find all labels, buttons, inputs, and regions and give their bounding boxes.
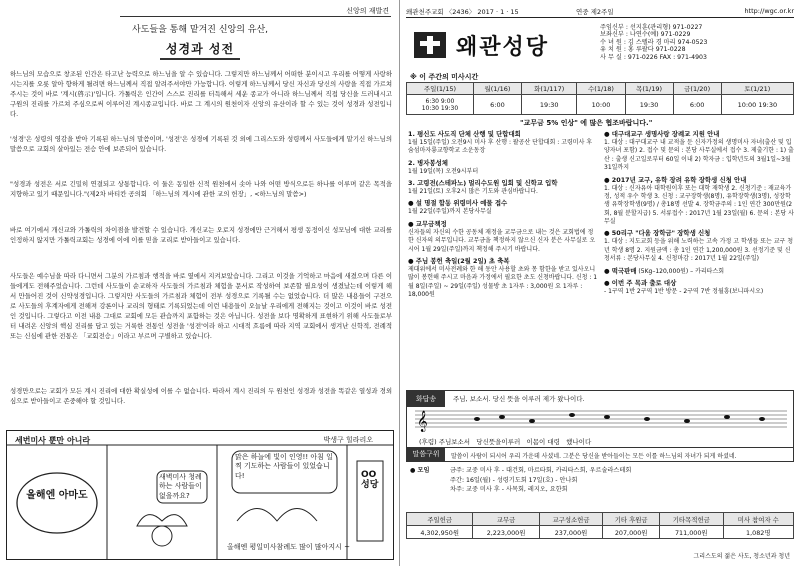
hymn-label: 화답송 <box>407 391 445 407</box>
music-staff <box>407 407 793 437</box>
acclamation-label: 말씀구위 <box>407 448 445 461</box>
notice-text: 1. 대상 : 대구대교구 내 교적을 둔 신자가정의 생명미사 자녀(출산 및 입양자녀 포함) 2. 접수 및 문의 : 본당 사무실에서 접수 3. 제출기한 : 1) 출산 : 출생 신고일로부터 60일 이내 2) 학자금 : 입학년도의 3월1일~3월 31일까지 <box>604 138 794 172</box>
contact-list <box>600 24 707 61</box>
mass-time: 19:30 <box>625 95 673 115</box>
contact-line: 사 무 실 : 971-0226 FAX : 971-4903 <box>600 53 707 61</box>
article-header <box>60 22 340 60</box>
mass-time: 19:30 <box>521 95 576 115</box>
bulletin-header <box>406 6 794 18</box>
issue-info: 왜관천주교회 〈2436〉 2017 · 1 · 15 <box>406 8 519 16</box>
mass-day: 월(1/16) <box>473 83 521 95</box>
cartoon-speech: 맑은 하늘에 빛이 인영!! 아침 일찍 기도하는 사람들이 있었습니다! <box>235 453 333 480</box>
notice-title: ● 설 명절 합동 위령미사 예물 접수 <box>408 199 508 208</box>
finance-value: 1,082명 <box>723 526 793 539</box>
finance-value: 207,000원 <box>603 526 660 539</box>
meetings-label: ● 모임 <box>410 467 430 474</box>
article-title: 성경과 성전 <box>160 40 240 60</box>
cartoon-author: 박생구 힐라리오 <box>323 436 373 444</box>
notice-text: 신자들의 자신의 수한 공동체 재정을 교무금으로 내는 것은 교회법에 정한 신자의 의무입니다. 교무금을 책정하지 않으신 신자 분은 사무실로 오시어 1월 29일(주일)까지 책정해 주시기 바랍니다. <box>408 228 596 253</box>
mass-time: 6:00 <box>673 95 721 115</box>
finance-header: 기타 후원금 <box>603 513 660 526</box>
website-link[interactable]: http://wgc.or.kr <box>744 7 794 15</box>
notices-right-column <box>604 130 794 299</box>
hymn-line: 주님, 보소서. 당신 뜻을 이루러 제가 왔나이다. <box>453 395 585 403</box>
mass-day: 화(1/117) <box>521 83 576 95</box>
finance-header: 교구성소헌금 <box>539 513 603 526</box>
sunday-label: 연중 제2주일 <box>576 8 614 16</box>
cartoon-speech-large: 올해엔 아마도 <box>26 490 88 501</box>
meetings <box>410 466 631 494</box>
mass-time: 6:30 9:00 10:30 19:30 <box>407 95 474 115</box>
finance-header: 주일헌금 <box>407 513 473 526</box>
finance-value: 237,000원 <box>539 526 603 539</box>
finance-header: 미사 참여자 수 <box>723 513 793 526</box>
notice-title: ● 교무금책정 <box>408 219 447 228</box>
cartoon <box>6 430 394 560</box>
church-sign: OO성당 <box>361 470 379 490</box>
notice-title: ● 이번 주 목과 출로 대상 <box>604 278 677 287</box>
article-paragraph: '성경'은 성령의 영감을 받아 기록된 하느님의 말씀이며, '성전'은 성경에 기록된 것 외에 그리스도와 성령께서 사도들에게 맡기신 하느님의 말씀으로 교회의 살아있는 전승 안에 보존되어 있습니다. <box>10 135 392 153</box>
notice-text: 1. 대상 : 신자유아 대학원이후 또는 대학 재학생 2. 신청기준 : 재교육가정, 성적 우수 학생 3. 신청 : 교구장학생(8명), 유학장학생(3명), 성장학생 유학장학생(9명) / 총18명 선발 4. 장학금주의 : 1인 연간 300만원(2회, 8월 분할지급) 5. 서류접수 : 2017년 1월 23일(월) 6. 문의 : 본당 사무실 <box>604 184 794 226</box>
notice-title: 1. 평신도 사도직 단체 산행 및 단합대회 <box>408 130 521 138</box>
svg-text:𝄞: 𝄞 <box>417 411 428 432</box>
notice-title: 3. 고령전(스테파노) 멀리수도원 입회 및 신학교 입학 <box>408 179 558 188</box>
mass-section-title: ※ 이 주간의 미사시간 <box>410 73 479 81</box>
contact-line: 유 치 원 : 홍 루팔다 971-0228 <box>600 46 686 54</box>
notices-left-column <box>408 130 598 303</box>
mass-schedule-table <box>406 82 794 115</box>
article-paragraph: 성경만으로는 교회가 모든 계시 진리에 대한 확실성에 이를 수 없습니다. 따라서 계시 진리의 두 원천인 성경과 성전을 똑같은 열성과 경외심으로 받아들이고 존중해야 할 것입니다. <box>10 387 392 405</box>
contact-line: 수 녀 원 : 김 스텔라 경 마리 974-0523 <box>600 38 708 46</box>
notice-text: 1월 22일(주일)까지 본당사무실 <box>408 208 492 216</box>
contact-line: 보좌신부 : 나연수(예) 971-0229 <box>600 31 691 39</box>
article-paragraph: 사도들은 예수님을 따라 다니면서 그분의 가르침과 행적을 바로 옆에서 지켜보았습니다. 그리고 이것을 기억하고 마음에 새겼으며 다른 이들에게도 전해주었습니다. 그런데 사도들이 순교하자 사도들의 가르침과 체험을 문서로 작성하여 보존할 필요성이 생겼났는데 이렇게 해서 만들어진 것이 신약성경입니다. 그렇지만 사도들의 가르침과 체험이 전부 성경으로 기록될 수는 없었습니다. 더 많은 내용들이 구전으로 사도들의 후계자에게 전해져 강론이나 교리의 형태로 기록되었는데 이런 내용들이 오늘날 우리에게 전해지는 것이고 이것이 바로 성전인 것입니다. 그렇다고 이전 내용 그대로 교회에 모든 관습까지 포함하는 것은 아닙니다. 성전을 보다 명확하게 표현하기 위해 사도들로부터 내려온 신앙의 핵심 진리를 담고 있는 거룩한 전통인 성전을 '성전'이라 하고 시대적 흐름에 따라 지역 교회에서 생겨난 신학적, 전례적 또는 신심에 관한 전통은 「교회전승」이라고 부르며 구별하고 있습니다. <box>10 272 392 340</box>
notice-title: 2. 병자봉성체 <box>408 158 448 167</box>
mass-time: 10:00 19:30 <box>721 95 793 115</box>
notice-title: ● 50리구 "다움 장학금" 장학생 신청 <box>604 229 711 238</box>
finance-value: 4,302,950원 <box>407 526 473 539</box>
article-subtitle: 사도들을 통해 맡겨진 신앙의 유산, <box>131 25 269 35</box>
finance-header: 기타목적헌금 <box>659 513 723 526</box>
right-page <box>400 0 800 566</box>
meeting-row: 금주: 교중 미사 후 - 대건회, 마르타회, 카리타스회, 우르술라스테회 <box>450 467 632 475</box>
responsorial-psalm <box>406 390 794 448</box>
cartoon-title: 세번미사 뿐만 아니라 <box>15 436 91 445</box>
mass-day: 수(1/18) <box>577 83 625 95</box>
article-paragraph: 하느님의 모습으로 창조된 인간은 타고난 능력으로 하느님을 알 수 있습니다. 그렇지만 하느님께서 어떠한 분이시고 우리를 어떻게 사랑하시는지를 오롯 알아 향하게 될려면 하느님께서 직접 알려주셔야만 가능합니다. 이렇게 하느님께서 당신 자신과 당신의 사랑을 직접 가르쳐 주시는 것이 바로 '계시(啓示)'입니다. 가톨릭은 인간이 스스로 진리를 터득해서 세운 종교가 아니라 하느님께서 직접 당신을 드러내시고 구원의 진리를 가르쳐 주심으로써 이루어진 계시종교입니다. 바로 그 계시의 원천이자 신앙의 유산이라 할 수 있는 것이 성경과 성전입니다. <box>10 70 392 118</box>
notice-title: ● 2017년 교구, 유학 장려 유학 장학생 신청 안내 <box>604 175 747 184</box>
notice-text: 1. 대상 : 지도교회 등을 위해 노력하는 고속 가정 고 학생들 또는 교구 청년 학생 8명 2. 지원금액 : 총 1인 연간 1,200,000원 3. 선정기준 및 신청서류 : 본당사무실 4. 신청마감 : 2017년 1월 22일(주일) <box>604 238 794 263</box>
contact-line: 주임신부 : 선지훈(관리형) 971-0227 <box>600 24 703 31</box>
mass-day: 토(1/21) <box>721 83 793 95</box>
notice-text: 1월 19일(목) 오전9시부터 <box>408 167 479 175</box>
notice-text: (5Kg–120,000원) – 카리타스회 <box>638 267 725 275</box>
church-name: 왜관성당 <box>456 35 550 60</box>
mass-time: 6:00 <box>473 95 521 115</box>
notice-title: ● 주님 봉헌 축일(2월 2일) 초 축복 <box>408 256 510 265</box>
church-logo <box>410 26 590 64</box>
notice-text: - 1구역 1반 2구역 1반 방문 - 2구역 7반 정월흥(보니파시오) <box>604 287 764 295</box>
notice-text: 1월 15일(주일) 오전9시 미사 후 산행 : 팔공산 단합대회 : 고령미사 후 숨섬마자룡교향학교 소운동장 <box>408 138 593 155</box>
finance-table <box>406 512 794 539</box>
article-paragraph: "성경과 성전은 서로 긴밀히 연결되고 상통합니다. 이 둘은 동일한 신적 원천에서 솟아 나와 어떤 방식으로든 하나를 이루며 같은 목적을 지향하고 있기 때문입니다."(제2차 바티칸 공의회 「하느님의 계시에 관한 교의 헌장」, <하느님의 말씀>) <box>10 180 392 198</box>
acclamation-text: 말씀이 사람이 되시어 우리 가운데 사셨네. 그분은 당신을 받아들이는 모든 이를 하느님의 자녀가 되게 하셨네. <box>451 453 737 460</box>
finance-value: 2,223,000원 <box>473 526 539 539</box>
meeting-row: 주간: 16일(월) - 성령기도회 17일(호) - 안나회 <box>450 476 578 484</box>
cartoon-speech: 새벽미사 청례하는 사람들이 없을까요? <box>159 473 202 500</box>
article-paragraph: 바로 여기에서 개신교와 가톨릭의 차이점을 발견할 수 있습니다. 개신교는 오로지 성경에만 근거해서 평생 동정이신 성모님에 대한 교리를 인정하지 않지만 가톨릭교회는 성경에 이에 이를 믿을 교리로 받아들이고 있습니다. <box>10 226 392 244</box>
mass-day: 주일(1/15) <box>407 83 474 95</box>
hymn-lyrics: (후렴) 주님보소서 당신뜻을이루러 이몸이 대령 했나이다 <box>419 438 592 446</box>
gospel-acclamation <box>406 448 794 462</box>
mass-day: 목(1/19) <box>625 83 673 95</box>
series-label: 신앙의 재발견 <box>346 7 389 15</box>
cartoon-caption: 올해엔 평일미사참례도 많이 많아지시 ~ <box>227 543 350 551</box>
divider <box>120 16 391 17</box>
notice-title: ● 떡국판매 <box>604 266 637 275</box>
footer-slogan: 그리스도의 젊은 사도, 청소년과 청년 <box>693 553 790 560</box>
notice-text: 1월 21일(토) 오후2시 많은 기도와 관심바랍니다. <box>408 188 538 196</box>
notice-text: 제대위에서 미사전례와 한 해 동안 사용할 초와 몽 함한을 받고 있사오니 많이 봉헌해 주시고 마음과 가정에서 필요한 초도 신청바랍니다. 신청 : 1월 8일(주일) ~ 29일(주일) 성물방 초 1자루 : 3,000원 요 1자루 : 18,000원 <box>408 265 598 299</box>
mass-time: 10:00 <box>577 95 625 115</box>
church-emblem-icon <box>410 26 450 64</box>
meeting-row: 차주: 교중 미사 후 - 사목회, 레지오, 요한회 <box>450 485 568 493</box>
finance-value: 711,000원 <box>659 526 723 539</box>
mass-day: 금(1/20) <box>673 83 721 95</box>
notice-title: ● 대구대교구 생명사랑 장례교 지원 안내 <box>604 130 720 138</box>
notice-header: "교무금 5% 인상" 에 많은 협조바랍니다." <box>520 119 653 127</box>
finance-header: 교무금 <box>473 513 539 526</box>
